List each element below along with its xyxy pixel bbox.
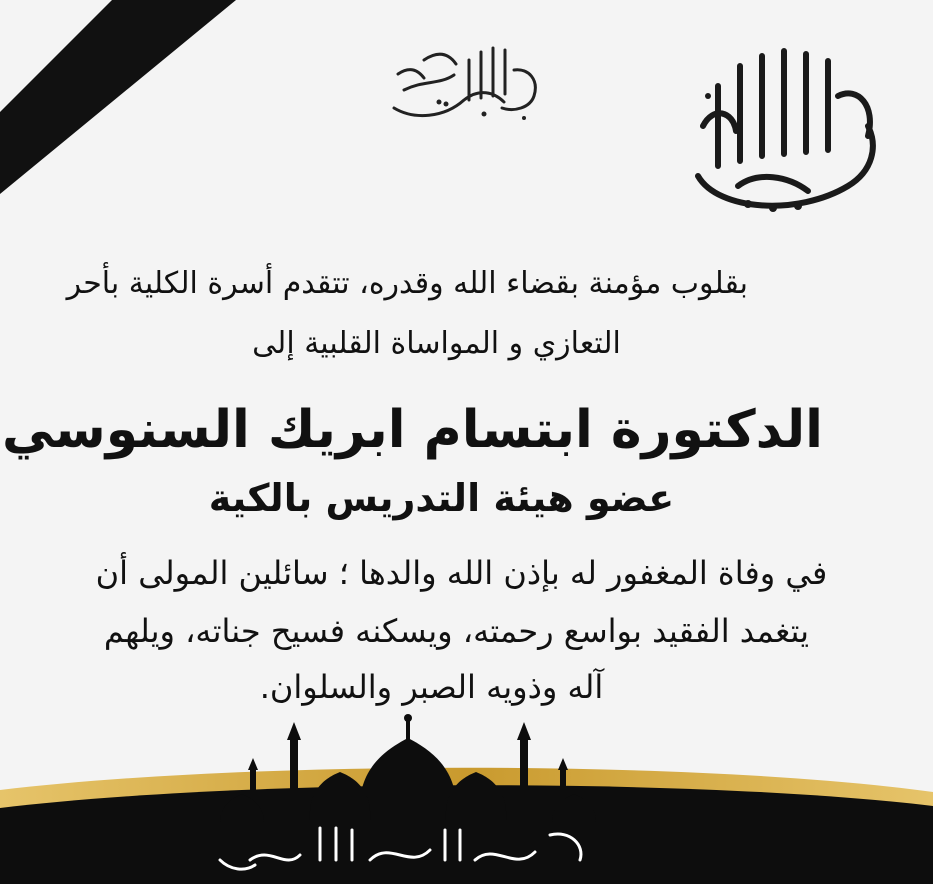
- message-line-2: يتغمد الفقيد بواسع رحمته، ويسكنه فسيح جناته، ويلهم: [103, 612, 810, 650]
- message-line-1: في وفاة المغفور له بإذن الله والدها ؛ سائلين المولى أن: [95, 554, 828, 592]
- basmala-calligraphy: [384, 30, 549, 130]
- recipient-name: الدكتورة ابتسام ابريك السنوسي: [1, 400, 823, 460]
- message-line-3: آله وذويه الصبر والسلوان.: [259, 668, 604, 706]
- mosque-silhouette-icon: [0, 710, 933, 884]
- intro-line-1: بقلوب مؤمنة بقضاء الله وقدره، تتقدم أسرة الكلية بأحر: [66, 266, 748, 301]
- intro-line-2: التعازي و المواساة القلبية إلى: [252, 326, 621, 361]
- recipient-title: عضو هيئة التدريس بالكية: [208, 476, 675, 520]
- inna-lillah-calligraphy: [678, 26, 886, 222]
- mourning-ribbon: [0, 0, 240, 200]
